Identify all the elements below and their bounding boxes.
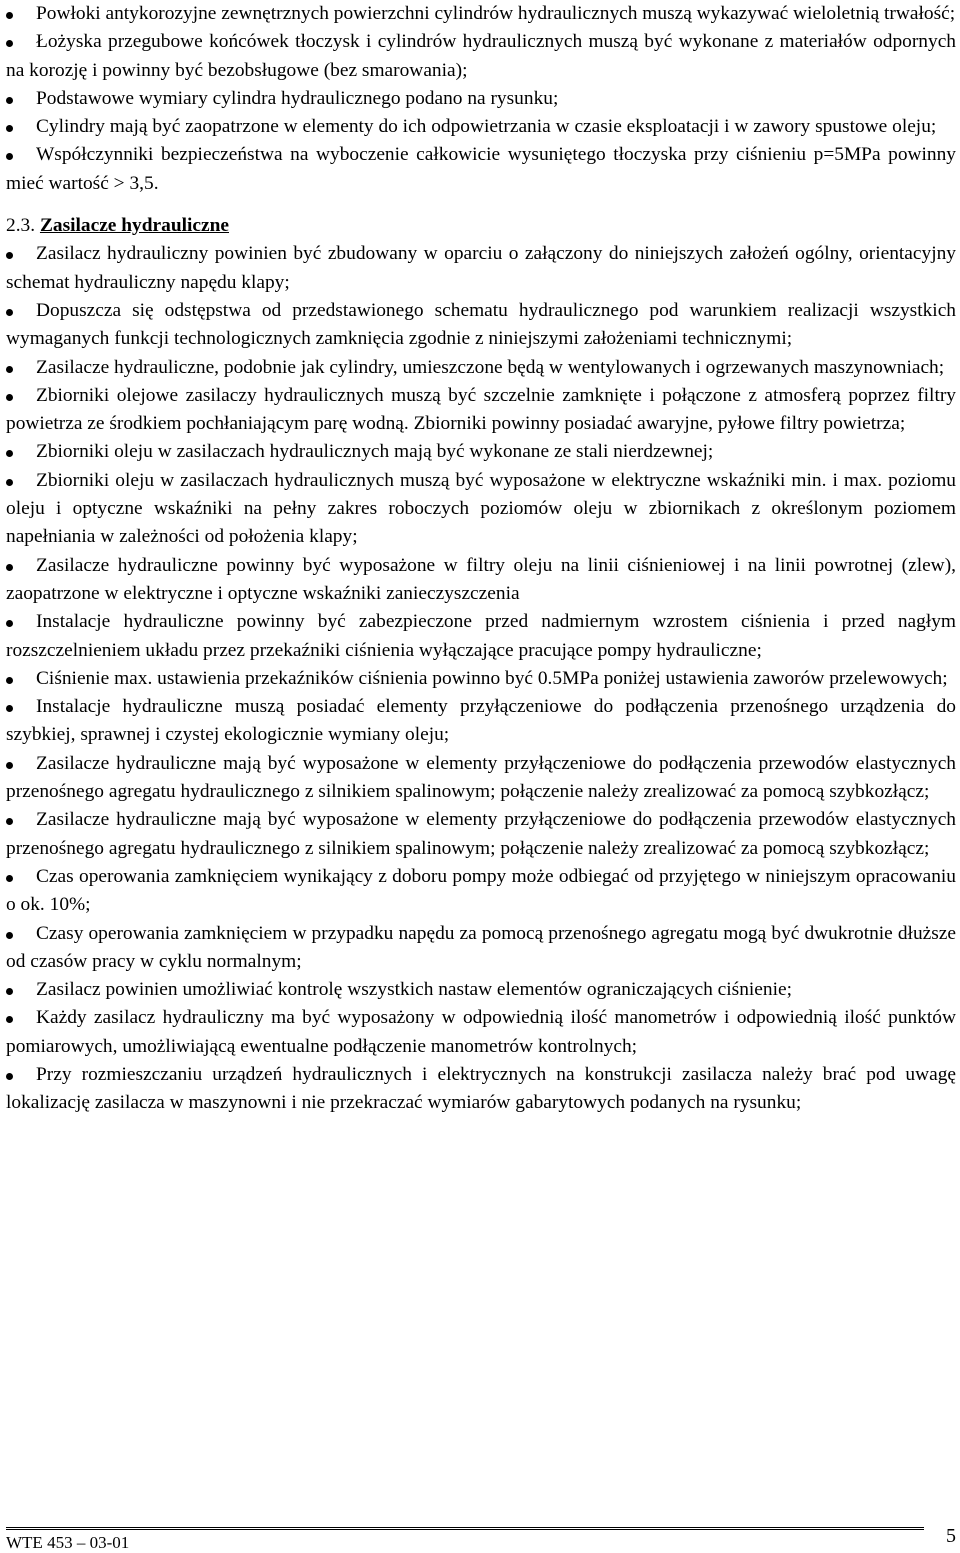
list-item: Zasilacze hydrauliczne, podobnie jak cylindry, umieszczone będą w wentylowanych i ogrzewanych maszynowniach; [6, 354, 956, 382]
list-item: Instalacje hydrauliczne powinny być zabezpieczone przed nadmiernym wzrostem ciśnienia i przed nagłym rozszczelnieniem układu przez przekaźniki ciśnienia wyłączające pracujące pompy hydrauliczne; [6, 611, 956, 661]
bullet-icon [6, 366, 13, 373]
page-footer [0, 1525, 960, 1551]
list-item: Łożyska przegubowe końcówek tłoczysk i cylindrów hydraulicznych muszą być wykonane z materiałów odpornych na korozję i powinny być bezobsługowe (bez smarowania); [6, 31, 956, 81]
bullet-list-cylinders [6, 0, 956, 198]
list-item: Powłoki antykorozyjne zewnętrznych powierzchni cylindrów hydraulicznych muszą wykazywać wieloletnią trwałość; [6, 0, 956, 28]
bullet-icon [6, 125, 13, 132]
list-item: Zbiorniki oleju w zasilaczach hydraulicznych mają być wykonane ze stali nierdzewnej; [6, 438, 956, 466]
bullet-icon [6, 818, 13, 825]
list-item: Zasilacze hydrauliczne powinny być wyposażone w filtry oleju na linii ciśnieniowej i na linii powrotnej (zlew), zaopatrzone w elektryczne i optyczne wskaźniki zanieczyszczenia [6, 554, 956, 604]
bullet-icon [6, 988, 13, 995]
list-item: Dopuszcza się odstępstwa od przedstawionego schematu hydraulicznego pod warunkiem realizacji wszystkich wymaganych funkcji technologicznych zamknięcia zgodnie z niniejszymi założeniami technicznymi; [6, 299, 956, 350]
bullet-icon [6, 394, 13, 401]
list-item: Zbiorniki olejowe zasilaczy hydraulicznych muszą być szczelnie zamknięte i połączone z atmosferą poprzez filtry powietrza ze środkiem pochłaniającym parę wodną. Zbiorniki powinny posiadać awaryjne, pyłowe filtry powietrza; [6, 384, 956, 435]
bullet-icon [6, 620, 13, 627]
list-item: Każdy zasilacz hydrauliczny ma być wyposażony w odpowiednią ilość manometrów i odpowiednią ilość punktów pomiarowych, umożliwiającą ewentualne podłączenie manometrów kontrolnych; [6, 1007, 956, 1057]
list-item: Czasy operowania zamknięciem w przypadku napędu za pomocą przenośnego agregatu mogą być dwukrotnie dłuższe od czasów pracy w cyklu normalnym; [6, 922, 956, 972]
section-heading [6, 212, 956, 240]
bullet-icon [6, 705, 13, 712]
list-item: Zbiorniki oleju w zasilaczach hydraulicznych muszą być wyposażone w elektryczne wskaźniki min. i max. poziomu oleju i optyczne wskaźniki na pełny zakres roboczych poziomów oleju w zbiornikach z określonym poziomem napełniania w zależności od położenia klapy; [6, 469, 956, 548]
bullet-icon [6, 450, 13, 457]
bullet-icon [6, 252, 13, 259]
list-item: Współczynniki bezpieczeństwa na wyboczenie całkowicie wysuniętego tłoczyska przy ciśnieniu p=5MPa powinny mieć wartość > 3,5. [6, 144, 956, 194]
bullet-icon [6, 1016, 13, 1023]
list-item: Zasilacz hydrauliczny powinien być zbudowany w oparciu o załączony do niniejszych założeń ogólny, orientacyjny schemat hydrauliczny napędu klapy; [6, 243, 956, 293]
bullet-icon [6, 932, 13, 939]
footer-rule [6, 1527, 924, 1530]
bullet-icon [6, 762, 13, 769]
list-item: Zasilacz powinien umożliwiać kontrolę wszystkich nastaw elementów ograniczających ciśnienie; [6, 976, 956, 1004]
bullet-icon [6, 40, 13, 47]
bullet-icon [6, 875, 13, 882]
list-item: Ciśnienie max. ustawienia przekaźników ciśnienia powinno być 0.5MPa poniżej ustawienia zaworów przelewowych; [6, 665, 956, 693]
list-item: Zasilacze hydrauliczne mają być wyposażone w elementy przyłączeniowe do podłączenia przewodów elastycznych przenośnego agregatu hydraulicznego z silnikiem spalinowym; połączenie należy zrealizować za pomocą szybkozłącz; [6, 809, 956, 859]
bullet-icon [6, 309, 13, 316]
section-title: Zasilacze hydrauliczne [39, 215, 229, 237]
list-item: Zasilacze hydrauliczne mają być wyposażone w elementy przyłączeniowe do podłączenia przewodów elastycznych przenośnego agregatu hydraulicznego z silnikiem spalinowym; połączenie należy zrealizować za pomocą szybkozłącz; [6, 752, 956, 803]
bullet-icon [6, 479, 13, 486]
page-number: 5 [946, 1525, 956, 1547]
bullet-icon [6, 1073, 13, 1080]
list-item: Przy rozmieszczaniu urządzeń hydraulicznych i elektrycznych na konstrukcji zasilacza należy brać pod uwagę lokalizację zasilacza w maszynowni i nie przekraczać wymiarów gabarytowych podanych na rysunku; [6, 1063, 956, 1114]
document-code: WTE 453 – 03-01 [6, 1533, 130, 1552]
bullet-icon [6, 564, 13, 571]
section-number: 2.3. [6, 215, 36, 237]
bullet-icon [6, 153, 13, 160]
bullet-list-power-units [6, 240, 956, 1117]
list-item: Instalacje hydrauliczne muszą posiadać elementy przyłączeniowe do podłączenia przenośnego urządzenia do szybkiej, sprawnej i czystej ekologicznie wymiany oleju; [6, 696, 956, 746]
list-item: Podstawowe wymiary cylindra hydraulicznego podano na rysunku; [6, 85, 956, 113]
document-page [6, 0, 956, 1118]
bullet-icon [6, 12, 13, 19]
bullet-icon [6, 97, 13, 104]
list-item: Czas operowania zamknięciem wynikający z doboru pompy może odbiegać od przyjętego w niniejszym opracowaniu o ok. 10%; [6, 865, 956, 916]
list-item: Cylindry mają być zaopatrzone w elementy do ich odpowietrzania w czasie eksploatacji i w zawory spustowe oleju; [6, 113, 956, 141]
bullet-icon [6, 677, 13, 684]
